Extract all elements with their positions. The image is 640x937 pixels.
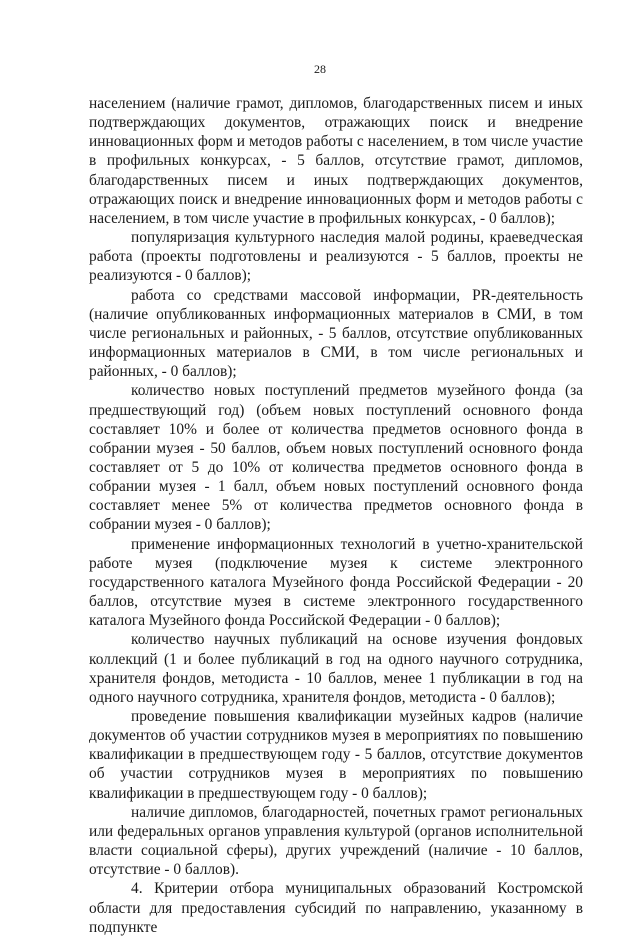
paragraph-criteria: 4. Критерии отбора муниципальных образований Костромской области для предоставления субсидий по направлению, указанному в подпункте [89, 880, 583, 936]
paragraph-awards: наличие дипломов, благодарностей, почетных грамот региональных или федеральных органов управления культурой (органов исполнительной власти социальной сферы), других учреждений (наличие - 10 баллов, отсутствие - 0 баллов). [89, 803, 583, 879]
paragraph-museum-fund: количество новых поступлений предметов музейного фонда (за предшествующий год) (объем новых поступлений основного фонда составляет 10% и более от количества предметов основного фонда в собрании музея - 50 баллов, объем новых поступлений основного фонда составляет от 5 до 10% от количества предметов основного фонда в собрании музея - 1 балл, объем новых поступлений основного фонда составляет менее 5% от количества предметов основного фонда в собрании музея - 0 баллов); [89, 382, 583, 534]
page-number: 28 [314, 62, 326, 76]
paragraph-publications: количество научных публикаций на основе изучения фондовых коллекций (1 и более публикаций в год на одного научного сотрудника, хранителя фондов, методиста - 10 баллов, менее 1 публикации в год на одного научного сотрудника, хранителя фондов, методиста - 0 баллов); [89, 631, 583, 706]
paragraph-it-catalog: применение информационных технологий в учетно-хранительской работе музея (подключение музея к системе электронного государственного каталога Музейного фонда Российской Федерации - 20 баллов, отсутствие музея в системе электронного государственного каталога Музейного фонда Российской Федерации - 0 баллов); [89, 535, 583, 630]
document-body [89, 94, 583, 937]
paragraph-media: работа со средствами массовой информации, PR-деятельность (наличие опубликованных информационных материалов в СМИ, в том числе региональных и районных, - 5 баллов, отсутствие опубликованных информационных материалов в СМИ, в том числе региональных и районных, - 0 баллов); [89, 286, 583, 381]
paragraph-heritage: популяризация культурного наследия малой родины, краеведческая работа (проекты подготовлены и реализуются - 5 баллов, проекты не реализуются - 0 баллов); [89, 229, 583, 285]
paragraph-population: населением (наличие грамот, дипломов, благодарственных писем и иных подтверждающих документов, отражающих поиск и внедрение инновационных форм и методов работы с населением, в том числе участие в профильных конкурсах, - 5 баллов, отсутствие грамот, дипломов, благодарственных писем и иных подтверждающих документов, отражающих поиск и внедрение инновационных форм и методов работы с населением, в том числе участие в профильных конкурсах, - 0 баллов); [89, 95, 583, 227]
paragraph-qualification: проведение повышения квалификации музейных кадров (наличие документов об участии сотрудников музея в мероприятиях по повышению квалификации в предшествующем году - 5 баллов, отсутствие документов об участии сотрудников музея в мероприятиях по повышению квалификации в предшествующем году - 0 баллов); [89, 708, 583, 802]
